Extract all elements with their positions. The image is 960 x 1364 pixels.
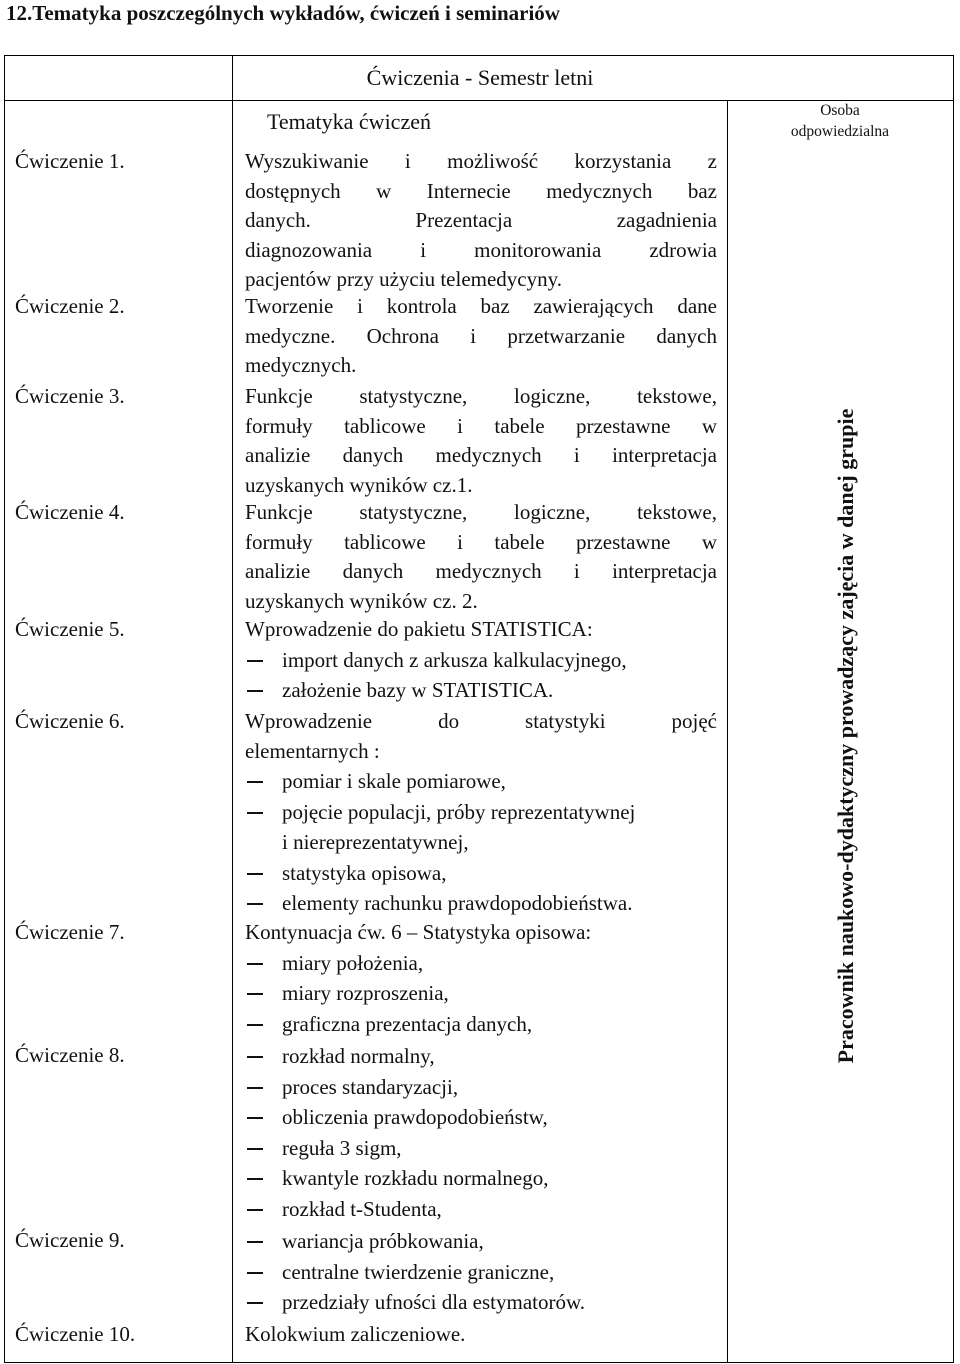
bullet-continuation: i niereprezentatywnej, — [282, 830, 469, 854]
bullet-text: rozkład normalny, — [282, 1044, 435, 1068]
bullet-text: graficzna prezentacja danych, — [282, 1011, 533, 1036]
bullet-item — [245, 1102, 717, 1133]
dash-bullet-icon — [247, 993, 263, 995]
topic-line: Kolokwium zaliczeniowe. — [245, 1322, 466, 1346]
dash-bullet-icon — [247, 1087, 263, 1089]
topic-line: uzyskanych wyników cz. 2. — [245, 588, 478, 613]
topic-line: elementarnych : — [245, 738, 380, 763]
column-divider-right — [727, 100, 728, 1362]
exercise-topic — [245, 1320, 717, 1350]
exercise-label: Ćwiczenie 9. — [15, 1228, 125, 1252]
dash-bullet-icon — [247, 963, 263, 965]
owner-header-line: Osoba — [820, 102, 860, 119]
dash-bullet-icon — [247, 1178, 263, 1180]
bullet-item — [245, 675, 717, 706]
topic-line: formuły tablicowe i tabele przestawne w — [245, 529, 717, 554]
topic-line: diagnozowania i monitorowania zdrowia — [245, 237, 717, 262]
exercise-topic — [245, 147, 717, 295]
bullet-text: kwantyle rozkładu normalnego, — [282, 1166, 549, 1190]
bullet-text: rozkład t-Studenta, — [282, 1196, 442, 1221]
exercise-topic — [245, 498, 717, 616]
bullet-item — [245, 948, 717, 979]
bullet-text: statystyka opisowa, — [282, 860, 447, 885]
exercise-topic — [245, 292, 717, 381]
dash-bullet-icon — [247, 1272, 263, 1274]
topic-line: Wprowadzenie do pakietu STATISTICA: — [245, 617, 593, 641]
bullet-item — [245, 797, 717, 828]
topic-line: analizie danych medycznych i interpretacja — [245, 443, 717, 467]
exercise-topic — [245, 707, 717, 919]
bullet-item — [245, 1133, 717, 1164]
topic-line: Wyszukiwanie i możliwość korzystania z — [245, 149, 717, 173]
dash-bullet-icon — [247, 1241, 263, 1243]
exercise-topic — [245, 615, 717, 706]
owner-vertical-label: Pracownik naukowo-dydaktyczny prowadzący zajęcia w danej grupie — [833, 408, 858, 1064]
exercise-topic — [245, 382, 717, 500]
bullet-item — [245, 645, 717, 676]
topic-line: danych. Prezentacja zagadnienia — [245, 208, 717, 232]
topic-line: analizie danych medycznych i interpretacja — [245, 559, 717, 583]
dash-bullet-icon — [247, 1148, 263, 1150]
bullet-text: przedziały ufności dla estymatorów. — [282, 1290, 586, 1314]
dash-bullet-icon — [247, 781, 263, 783]
dash-bullet-icon — [247, 1302, 263, 1304]
topic-line: dostępnych w Internecie medycznych baz — [245, 178, 717, 203]
exercise-label: Ćwiczenie 3. — [15, 384, 125, 408]
exercise-label: Ćwiczenie 1. — [15, 149, 125, 173]
bullet-text: miary położenia, — [282, 950, 424, 975]
bullet-item — [245, 1041, 717, 1072]
dash-bullet-icon — [247, 1056, 263, 1058]
bullet-item — [245, 1226, 717, 1257]
bullet-text: wariancja próbkowania, — [282, 1229, 484, 1253]
exercise-topic — [245, 1226, 717, 1318]
topic-line: uzyskanych wyników cz.1. — [245, 472, 473, 497]
bullet-text: miary rozproszenia, — [282, 981, 449, 1005]
exercise-label: Ćwiczenie 5. — [15, 617, 125, 641]
exercise-label: Ćwiczenie 8. — [15, 1043, 125, 1067]
topic-line: medyczne. Ochrona i przetwarzanie danych — [245, 323, 717, 348]
bullet-item — [245, 1009, 717, 1040]
dash-bullet-icon — [247, 660, 263, 662]
dash-bullet-icon — [247, 1209, 263, 1211]
bullet-text: import danych z arkusza kalkulacyjnego, — [282, 647, 627, 672]
bullet-text: obliczenia prawdopodobieństw, — [282, 1105, 548, 1129]
topic-column-header: Tematyka ćwiczeń — [267, 109, 431, 134]
exercise-topic — [245, 918, 717, 1039]
exercise-label: Ćwiczenie 6. — [15, 709, 125, 733]
topic-line: Funkcje statystyczne, logiczne, tekstowe, — [245, 500, 717, 524]
bullet-text: pomiar i skale pomiarowe, — [282, 769, 506, 793]
dash-bullet-icon — [247, 812, 263, 814]
bullet-item — [245, 766, 717, 797]
owner-header-line: odpowiedzialna — [790, 123, 890, 140]
exercise-topic — [245, 1041, 717, 1224]
bullet-item — [245, 1257, 717, 1288]
dash-bullet-icon — [247, 873, 263, 875]
bullet-text: centralne twierdzenie graniczne, — [282, 1259, 555, 1284]
bullet-item — [245, 1072, 717, 1103]
bullet-item — [245, 978, 717, 1009]
owner-column-header — [727, 100, 953, 148]
topic-line: medycznych. — [245, 353, 357, 377]
bullet-text: pojęcie populacji, próby reprezentatywnej — [282, 799, 636, 824]
exercise-label: Ćwiczenie 10. — [15, 1322, 136, 1346]
dash-bullet-icon — [247, 1024, 263, 1026]
bullet-item — [245, 1163, 717, 1194]
bullet-text: elementy rachunku prawdopodobieństwa. — [282, 891, 633, 915]
column-divider-left — [232, 56, 233, 1362]
section-heading: 12.Tematyka poszczególnych wykładów, ćwiczeń i seminariów — [6, 1, 560, 25]
bullet-item — [245, 888, 717, 919]
topic-line: Tworzenie i kontrola baz zawierających dane — [245, 294, 717, 318]
bullet-text: założenie bazy w STATISTICA. — [282, 678, 554, 702]
dash-bullet-icon — [247, 690, 263, 692]
bullet-item — [245, 858, 717, 889]
exercise-label: Ćwiczenie 2. — [15, 294, 125, 318]
bullet-text: reguła 3 sigm, — [282, 1135, 402, 1160]
bullet-text: proces standaryzacji, — [282, 1074, 459, 1099]
bullet-item — [245, 1194, 717, 1225]
dash-bullet-icon — [247, 903, 263, 905]
topic-line: Funkcje statystyczne, logiczne, tekstowe, — [245, 384, 717, 408]
semester-title: Ćwiczenia - Semestr letni — [366, 65, 594, 90]
dash-bullet-icon — [247, 1117, 263, 1119]
topic-line: formuły tablicowe i tabele przestawne w — [245, 413, 717, 438]
exercise-label: Ćwiczenie 4. — [15, 500, 125, 524]
topic-line: pacjentów przy użyciu telemedycyny. — [245, 267, 563, 291]
bullet-item — [245, 1287, 717, 1318]
topic-line: Wprowadzenie do statystyki pojęć — [245, 709, 717, 733]
exercise-label: Ćwiczenie 7. — [15, 920, 125, 944]
exercise-table — [4, 55, 954, 1363]
topic-line: Kontynuacja ćw. 6 – Statystyka opisowa: — [245, 920, 592, 944]
